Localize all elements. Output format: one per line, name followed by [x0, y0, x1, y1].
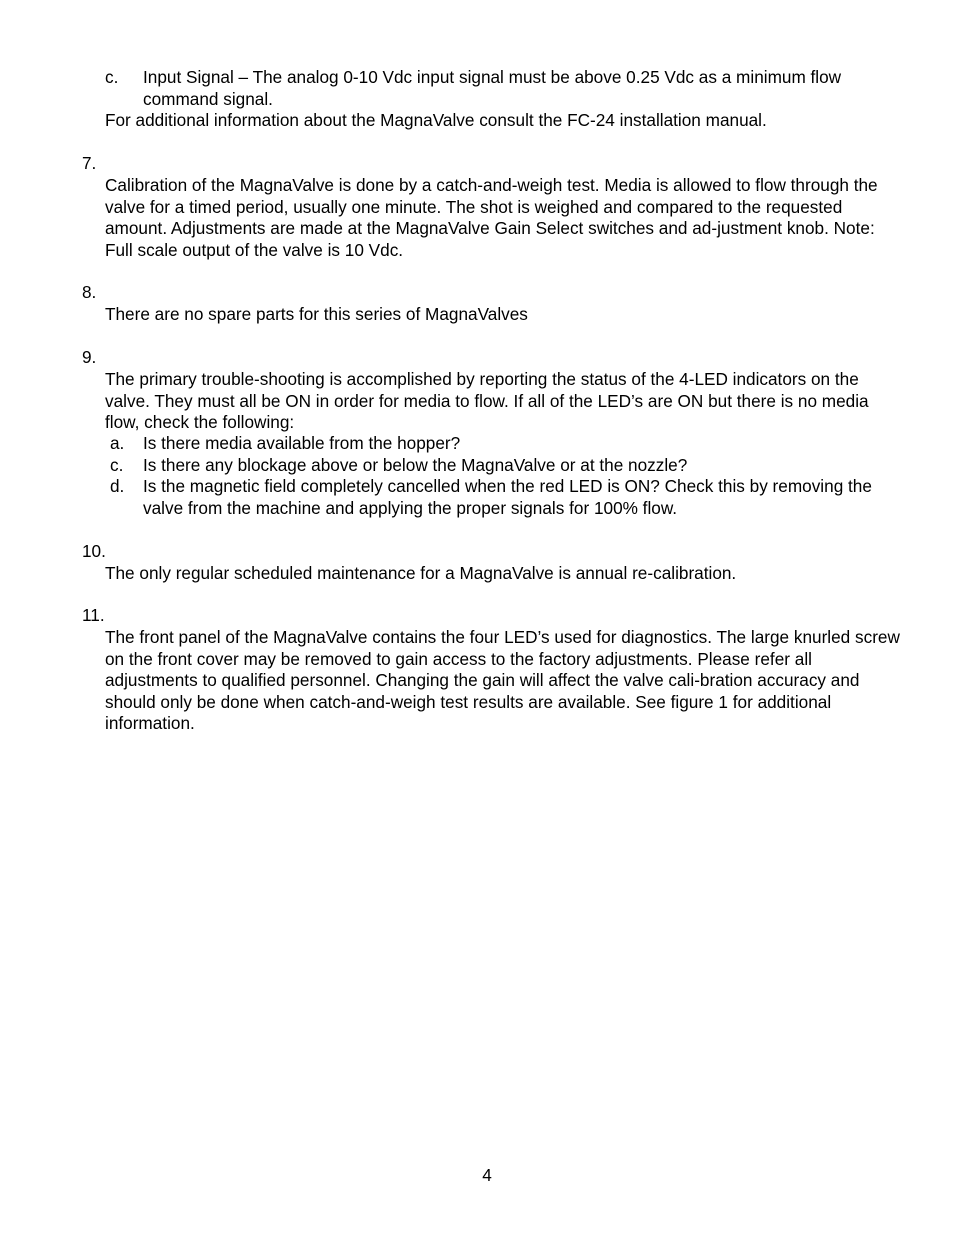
section-body-9: The primary trouble-shooting is accomplished by reporting the status of the 4-LED indicators on the valve. They must all be ON in order for media to flow. If all of the LED’s are ON but there is no media flow, check the following:	[105, 369, 869, 433]
list-item	[105, 67, 905, 110]
section-body-10: The only regular scheduled maintenance for a MagnaValve is annual re-calibration.	[105, 563, 737, 583]
list-marker: a.	[110, 433, 125, 453]
section-body-8: There are no spare parts for this series of MagnaValves	[105, 304, 528, 324]
list-item-text: Input Signal – The analog 0-10 Vdc input signal must be above 0.25 Vdc as a minimum flow command signal.	[143, 67, 842, 109]
list-item	[110, 455, 905, 477]
additional-info-text: For additional information about the MagnaValve consult the FC-24 installation manual.	[105, 110, 767, 130]
section-number-9: 9.	[82, 347, 97, 367]
section-number-11: 11.	[82, 605, 105, 625]
list-item-text: Is there any blockage above or below the MagnaValve or at the nozzle?	[143, 454, 688, 475]
list-marker: c.	[105, 67, 119, 87]
list-item	[110, 476, 905, 519]
top-list	[105, 67, 905, 110]
list-marker: c.	[110, 454, 124, 475]
section-body-11: The front panel of the MagnaValve contains the four LED’s used for diagnostics. The large knurled screw on the front cover may be removed to gain access to the factory adjustments. Please refer all adjustments to qualified personnel. Changing the gain will affect the valve cali-bration accuracy and should only be done when catch-and-weigh test results are available. See figure 1 for additional information.	[105, 627, 900, 734]
list-item-text: Is the magnetic field completely cancelled when the red LED is ON? Check this by removing the valve from the machine and applying the proper signals for 100% flow.	[143, 476, 872, 518]
list-item	[110, 433, 905, 455]
section-number-8: 8.	[82, 282, 97, 302]
list-item-text: Is there media available from the hopper?	[143, 433, 461, 453]
section-number-7: 7.	[82, 153, 97, 173]
list-marker: d.	[110, 476, 125, 497]
section-body-7: Calibration of the MagnaValve is done by a catch-and-weigh test. Media is allowed to flow through the valve for a timed period, usually one minute. The shot is weighed and compared to the requested amount. Adjustments are made at the MagnaValve Gain Select switches and ad-justment knob. Note: Full scale output of the valve is 10 Vdc.	[105, 175, 878, 260]
page-number: 4	[482, 1165, 492, 1185]
section-number-10: 10.	[82, 541, 106, 561]
troubleshooting-checklist	[110, 433, 905, 519]
